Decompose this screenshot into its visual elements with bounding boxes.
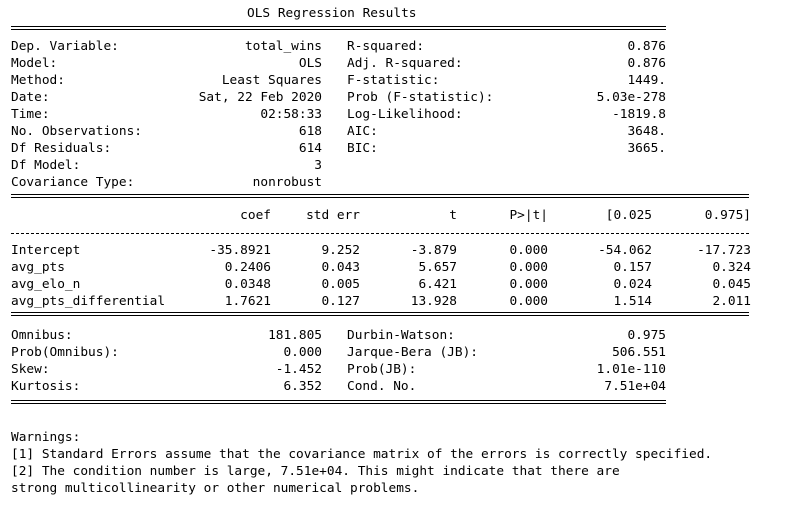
- summary-label: Model:: [11, 56, 58, 71]
- summary-stat-label: BIC:: [347, 141, 378, 156]
- table-cell: 13.928: [410, 294, 457, 309]
- summary-stat-label: Log-Likelihood:: [347, 107, 463, 122]
- table-cell: 0.000: [509, 294, 548, 309]
- coef-column-header: P>|t|: [509, 208, 548, 223]
- summary-label: Covariance Type:: [11, 175, 135, 190]
- summary-stat-value: 3665.: [627, 141, 666, 156]
- summary-value: 618: [298, 124, 322, 139]
- table-cell: -17.723: [697, 243, 751, 258]
- summary-stat-value: 0.876: [627, 56, 666, 71]
- table-cell: 1.514: [613, 294, 652, 309]
- coef-column-header: 0.975]: [704, 208, 751, 223]
- summary-stat-label: Adj. R-squared:: [347, 56, 463, 71]
- diagnostics-top-double-rule: [11, 312, 749, 316]
- warning-text: strong multicollinearity or other numerical problems.: [11, 481, 420, 496]
- table-cell: 1.7621: [224, 294, 271, 309]
- diagnostic-stat-value: 7.51e+04: [604, 379, 666, 394]
- table-cell: 0.000: [509, 260, 548, 275]
- diagnostic-value: 181.805: [268, 328, 322, 343]
- summary-label: Df Residuals:: [11, 141, 112, 156]
- diagnostic-stat-label: Jarque-Bera (JB):: [347, 345, 478, 360]
- diagnostic-value: 0.000: [283, 345, 322, 360]
- row-variable-name: avg_pts_differential: [11, 294, 166, 309]
- table-cell: 0.2406: [224, 260, 271, 275]
- warnings-heading: Warnings:: [11, 430, 81, 445]
- summary-stat-label: Prob (F-statistic):: [347, 90, 494, 105]
- table-cell: 0.324: [712, 260, 751, 275]
- diagnostic-stat-value: 1.01e-110: [596, 362, 666, 377]
- diagnostic-label: Skew:: [11, 362, 50, 377]
- table-cell: 0.024: [613, 277, 652, 292]
- summary-value: 614: [298, 141, 322, 156]
- summary-value: Least Squares: [221, 73, 322, 88]
- page-title: OLS Regression Results: [247, 6, 417, 21]
- diagnostic-stat-label: Prob(JB):: [347, 362, 417, 377]
- summary-stat-label: R-squared:: [347, 39, 425, 54]
- table-cell: 0.005: [321, 277, 360, 292]
- diagnostic-stat-value: 0.975: [627, 328, 666, 343]
- summary-value: 02:58:33: [260, 107, 322, 122]
- bottom-double-rule: [11, 400, 666, 404]
- summary-value: nonrobust: [252, 175, 322, 190]
- diagnostic-stat-label: Cond. No.: [347, 379, 417, 394]
- table-cell: -54.062: [598, 243, 652, 258]
- diagnostic-stat-value: 506.551: [612, 345, 666, 360]
- summary-stat-value: 1449.: [627, 73, 666, 88]
- coef-top-double-rule: [11, 194, 749, 198]
- summary-stat-label: AIC:: [347, 124, 378, 139]
- summary-stat-value: -1819.8: [612, 107, 666, 122]
- table-cell: 9.252: [321, 243, 360, 258]
- table-cell: 6.421: [418, 277, 457, 292]
- summary-label: No. Observations:: [11, 124, 142, 139]
- table-cell: -35.8921: [209, 243, 271, 258]
- warning-text: [1] Standard Errors assume that the covariance matrix of the errors is correctly specified.: [11, 447, 713, 462]
- summary-stat-value: 3648.: [627, 124, 666, 139]
- table-cell: -3.879: [410, 243, 457, 258]
- coef-column-header: std err: [306, 208, 360, 223]
- coef-header-dashed-rule: [11, 233, 749, 234]
- summary-stat-value: 5.03e-278: [596, 90, 666, 105]
- summary-stat-value: 0.876: [627, 39, 666, 54]
- table-cell: 0.000: [509, 277, 548, 292]
- summary-value: total_wins: [244, 39, 322, 54]
- table-cell: 0.000: [509, 243, 548, 258]
- diagnostic-stat-label: Durbin-Watson:: [347, 328, 455, 343]
- summary-label: Date:: [11, 90, 50, 105]
- table-cell: 0.0348: [224, 277, 271, 292]
- table-cell: 0.045: [712, 277, 751, 292]
- table-cell: 5.657: [418, 260, 457, 275]
- diagnostic-value: 6.352: [283, 379, 322, 394]
- warning-text: [2] The condition number is large, 7.51e+04. This might indicate that there are: [11, 464, 620, 479]
- top-double-rule: [11, 26, 666, 30]
- summary-value: Sat, 22 Feb 2020: [198, 90, 322, 105]
- table-cell: 2.011: [712, 294, 751, 309]
- coef-column-header: t: [449, 208, 457, 223]
- row-variable-name: avg_elo_n: [11, 277, 81, 292]
- summary-stat-label: F-statistic:: [347, 73, 440, 88]
- summary-label: Df Model:: [11, 158, 81, 173]
- coef-column-header: [0.025: [605, 208, 652, 223]
- diagnostic-value: -1.452: [275, 362, 322, 377]
- summary-label: Method:: [11, 73, 65, 88]
- diagnostic-label: Omnibus:: [11, 328, 73, 343]
- row-variable-name: Intercept: [11, 243, 81, 258]
- diagnostic-label: Prob(Omnibus):: [11, 345, 119, 360]
- coef-column-header: coef: [240, 208, 271, 223]
- diagnostic-label: Kurtosis:: [11, 379, 81, 394]
- table-cell: 0.127: [321, 294, 360, 309]
- summary-label: Time:: [11, 107, 50, 122]
- table-cell: 0.043: [321, 260, 360, 275]
- table-cell: 0.157: [613, 260, 652, 275]
- summary-label: Dep. Variable:: [11, 39, 119, 54]
- row-variable-name: avg_pts: [11, 260, 65, 275]
- summary-value: 3: [314, 158, 322, 173]
- summary-value: OLS: [298, 56, 322, 71]
